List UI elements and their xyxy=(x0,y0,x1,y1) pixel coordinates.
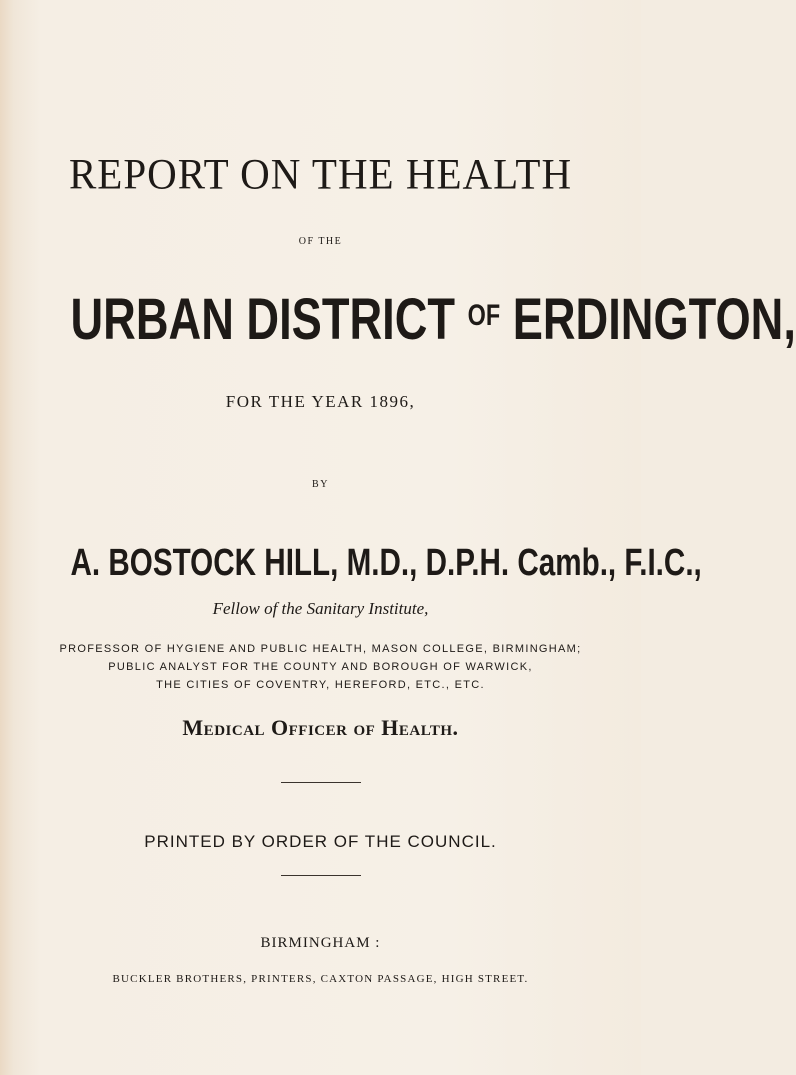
district-name-part1: URBAN DISTRICT xyxy=(70,287,456,352)
district-name-part2: ERDINGTON, xyxy=(512,287,796,352)
district-heading xyxy=(70,286,796,353)
district-connector: OF xyxy=(467,299,501,332)
divider-rule-bottom xyxy=(281,875,361,876)
printers-line: BUCKLER BROTHERS, PRINTERS, CAXTON PASSAGE, HIGH STREET. xyxy=(112,973,529,985)
professor-line-2: PUBLIC ANALYST FOR THE COUNTY AND BOROUGH OF WARWICK, xyxy=(108,661,533,673)
author-name: A. BOSTOCK HILL, M.D., D.P.H. Camb., F.I.C., xyxy=(70,542,702,584)
professor-line-3: THE CITIES OF COVENTRY, HEREFORD, ETC., ETC. xyxy=(156,679,485,691)
professor-line-1: PROFESSOR OF HYGIENE AND PUBLIC HEALTH, MASON COLLEGE, BIRMINGHAM; xyxy=(59,643,582,655)
fellow-line: Fellow of the Sanitary Institute, xyxy=(212,599,429,618)
report-title: REPORT ON THE HEALTH xyxy=(68,149,573,199)
year-line: FOR THE YEAR 1896, xyxy=(225,392,416,411)
by-text: BY xyxy=(312,479,329,490)
printed-by-line: PRINTED BY ORDER OF THE COUNCIL. xyxy=(144,832,497,851)
divider-rule-top xyxy=(281,782,361,783)
city-line: BIRMINGHAM : xyxy=(260,935,381,951)
office-title: Medical Officer of Health. xyxy=(182,715,459,740)
of-the-text: OF THE xyxy=(298,236,343,247)
